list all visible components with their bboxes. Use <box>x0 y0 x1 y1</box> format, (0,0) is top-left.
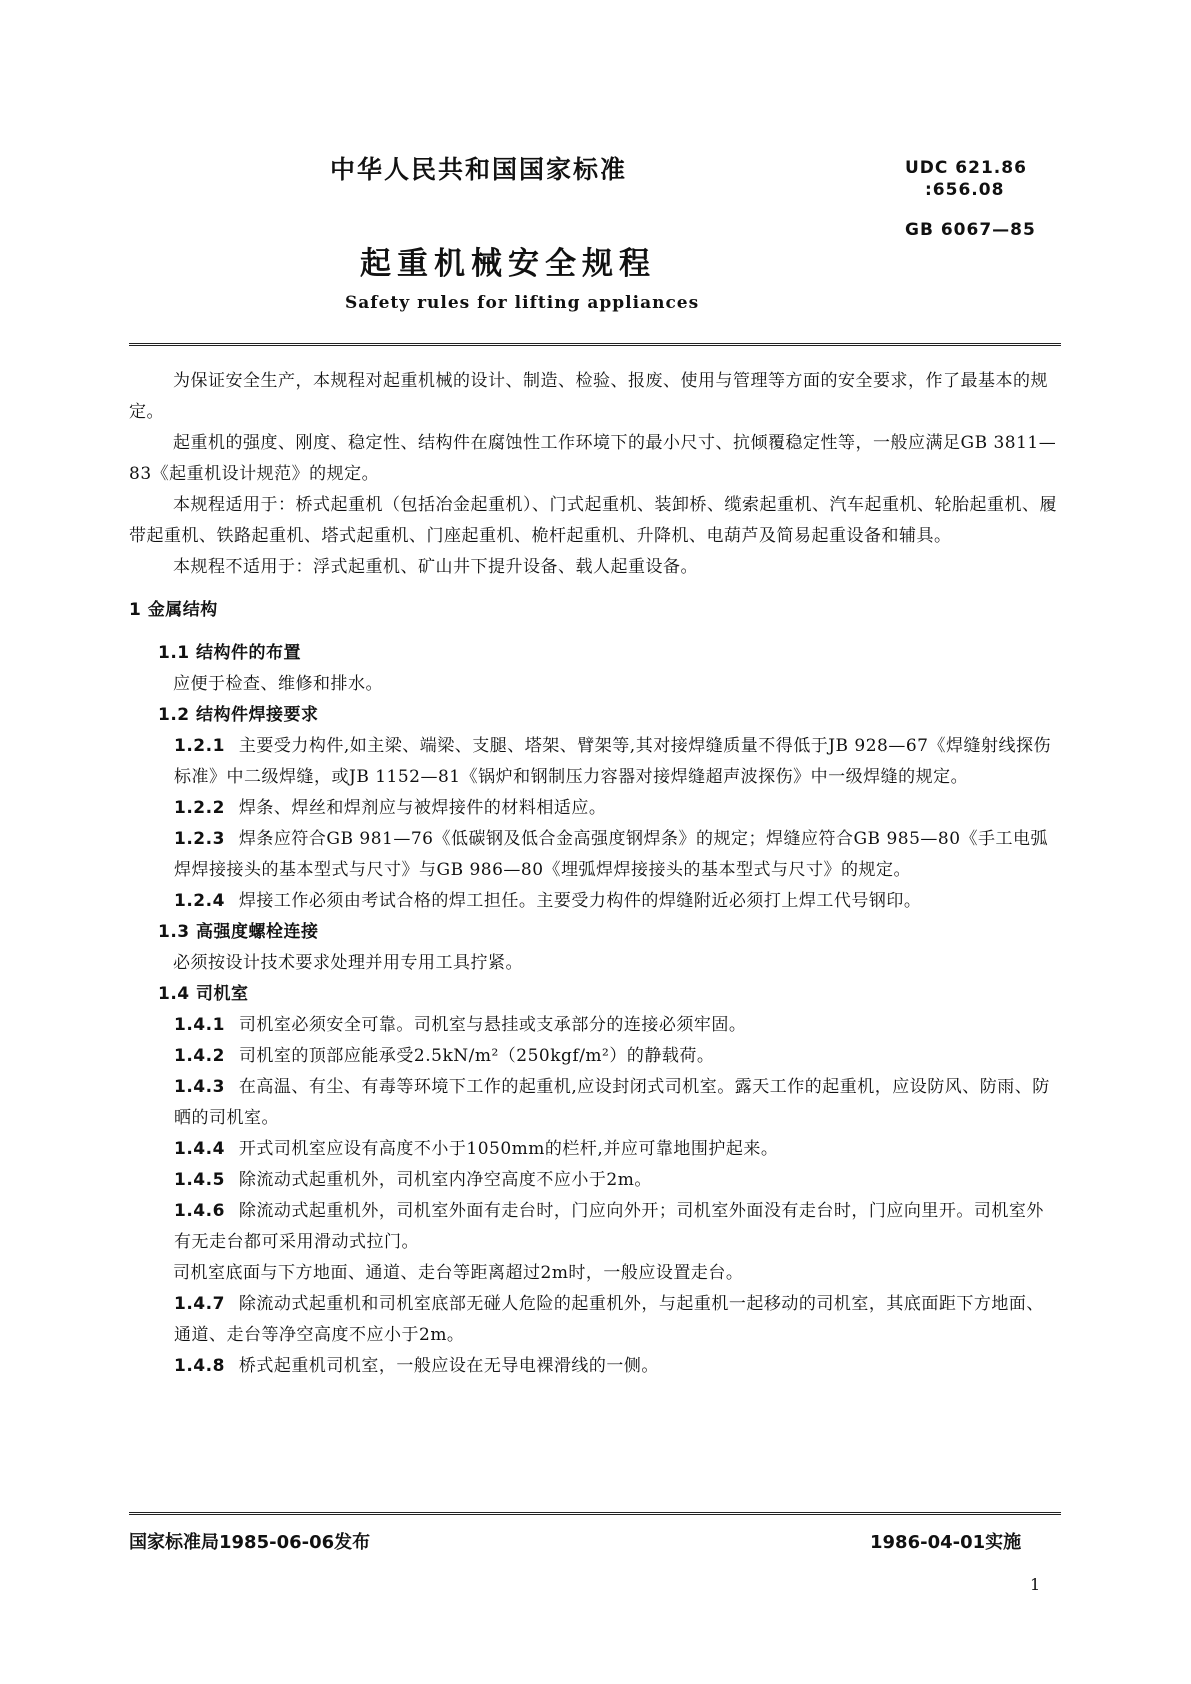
clause-1-4-6 <box>129 1196 1061 1258</box>
clause-text: 主要受力构件,如主梁、端梁、支腿、塔架、臂架等,其对接焊缝质量不得低于JB 928—67《焊缝射线探伤标准》中二级焊缝，或JB 1152—81《锅炉和钢制压力容器对接焊缝超声波探伤》中一级焊缝的规定。 <box>174 736 1052 787</box>
document-subtitle-en: Safety rules for lifting appliances <box>345 293 700 313</box>
udc-line-1: UDC 621.86 <box>905 158 1027 178</box>
clause-1-4-4 <box>129 1134 1061 1165</box>
effective-date: 1986-04-01实施 <box>870 1532 1022 1553</box>
section-1-2-heading: 1.2 结构件焊接要求 <box>158 705 319 725</box>
section-1-4-heading: 1.4 司机室 <box>158 984 249 1004</box>
standard-heading: 中华人民共和国国家标准 <box>330 155 628 184</box>
section-1-3-heading: 1.3 高强度螺栓连接 <box>158 922 319 942</box>
clause-number: 1.2.2 <box>174 798 225 818</box>
clause-number: 1.4.5 <box>174 1170 225 1190</box>
issue-date: 国家标准局1985-06-06发布 <box>129 1532 371 1553</box>
clause-1-4-3 <box>129 1072 1061 1134</box>
clause-number: 1.4.4 <box>174 1139 225 1159</box>
clause-text: 焊条应符合GB 981—76《低碳钢及低合金高强度钢焊条》的规定；焊缝应符合GB 985—80《手工电弧焊焊接接头的基本型式与尺寸》与GB 986—80《埋弧焊焊接接头的基本型式与尺寸》的规定。 <box>174 829 1049 880</box>
udc-line-2: :656.08 <box>925 180 1005 200</box>
clause-text: 除流动式起重机外，司机室内净空高度不应小于2m。 <box>238 1170 652 1190</box>
clause-text: 焊条、焊丝和焊剂应与被焊接件的材料相适应。 <box>238 798 607 818</box>
clause-1-2-1 <box>129 731 1061 793</box>
clause-1-2-4 <box>129 886 1061 917</box>
clause-text: 桥式起重机司机室，一般应设在无导电裸滑线的一侧。 <box>238 1356 659 1376</box>
body-text <box>129 366 1061 1382</box>
clause-number: 1.2.3 <box>174 829 225 849</box>
page-number: 1 <box>1030 1575 1041 1594</box>
section-1-3-text: 必须按设计技术要求处理并用专用工具拧紧。 <box>173 953 523 973</box>
intro-paragraph: 本规程不适用于：浮式起重机、矿山井下提升设备、载人起重设备。 <box>173 557 698 577</box>
clause-number: 1.2.4 <box>174 891 225 911</box>
clause-1-4-6-continued: 司机室底面与下方地面、通道、走台等距离超过2m时，一般应设置走台。 <box>173 1263 744 1283</box>
clause-1-4-2 <box>129 1041 1061 1072</box>
intro-paragraph: 起重机的强度、刚度、稳定性、结构件在腐蚀性工作环境下的最小尺寸、抗倾覆稳定性等，一般应满足GB 3811—83《起重机设计规范》的规定。 <box>129 433 1057 484</box>
gb-number: GB 6067—85 <box>905 220 1036 240</box>
clause-text: 焊接工作必须由考试合格的焊工担任。主要受力构件的焊缝附近必须打上焊工代号钢印。 <box>238 891 922 911</box>
clause-number: 1.4.8 <box>174 1356 225 1376</box>
udc-code <box>905 157 1027 201</box>
clause-number: 1.4.2 <box>174 1046 225 1066</box>
section-1-1-heading: 1.1 结构件的布置 <box>158 643 302 663</box>
clause-number: 1.4.6 <box>174 1201 225 1221</box>
clause-number: 1.4.1 <box>174 1015 225 1035</box>
clause-1-4-5 <box>129 1165 1061 1196</box>
clause-1-2-2 <box>129 793 1061 824</box>
clause-1-2-3 <box>129 824 1061 886</box>
clause-1-4-1 <box>129 1010 1061 1041</box>
bottom-divider <box>129 1512 1061 1518</box>
clause-1-4-8 <box>129 1351 1061 1382</box>
clause-text: 开式司机室应设有高度不小于1050mm的栏杆,并应可靠地围护起来。 <box>238 1139 779 1159</box>
clause-number: 1.4.3 <box>174 1077 225 1097</box>
clause-1-4-7 <box>129 1289 1061 1351</box>
clause-text: 除流动式起重机外，司机室外面有走台时，门应向外开；司机室外面没有走台时，门应向里开。司机室外有无走台都可采用滑动式拉门。 <box>174 1201 1044 1252</box>
top-divider <box>129 343 1061 349</box>
clause-text: 司机室必须安全可靠。司机室与悬挂或支承部分的连接必须牢固。 <box>238 1015 747 1035</box>
clause-text: 司机室的顶部应能承受2.5kN/m²（250kgf/m²）的静载荷。 <box>238 1046 715 1066</box>
section-1-1-text: 应便于检查、维修和排水。 <box>173 674 383 694</box>
clause-number: 1.2.1 <box>174 736 225 756</box>
clause-text: 在高温、有尘、有毒等环境下工作的起重机,应设封闭式司机室。露天工作的起重机，应设防风、防雨、防晒的司机室。 <box>174 1077 1050 1128</box>
intro-paragraph: 为保证安全生产，本规程对起重机械的设计、制造、检验、报废、使用与管理等方面的安全要求，作了最基本的规定。 <box>129 371 1048 422</box>
intro-paragraph: 本规程适用于：桥式起重机（包括冶金起重机）、门式起重机、装卸桥、缆索起重机、汽车起重机、轮胎起重机、履带起重机、铁路起重机、塔式起重机、门座起重机、桅杆起重机、升降机、电葫芦及简易起重设备和辅具。 <box>129 495 1057 546</box>
clause-text: 除流动式起重机和司机室底部无碰人危险的起重机外，与起重机一起移动的司机室，其底面距下方地面、通道、走台等净空高度不应小于2m。 <box>174 1294 1044 1345</box>
clause-number: 1.4.7 <box>174 1294 225 1314</box>
document-title: 起重机械安全规程 <box>360 246 656 282</box>
section-1-heading: 1 金属结构 <box>129 600 218 620</box>
